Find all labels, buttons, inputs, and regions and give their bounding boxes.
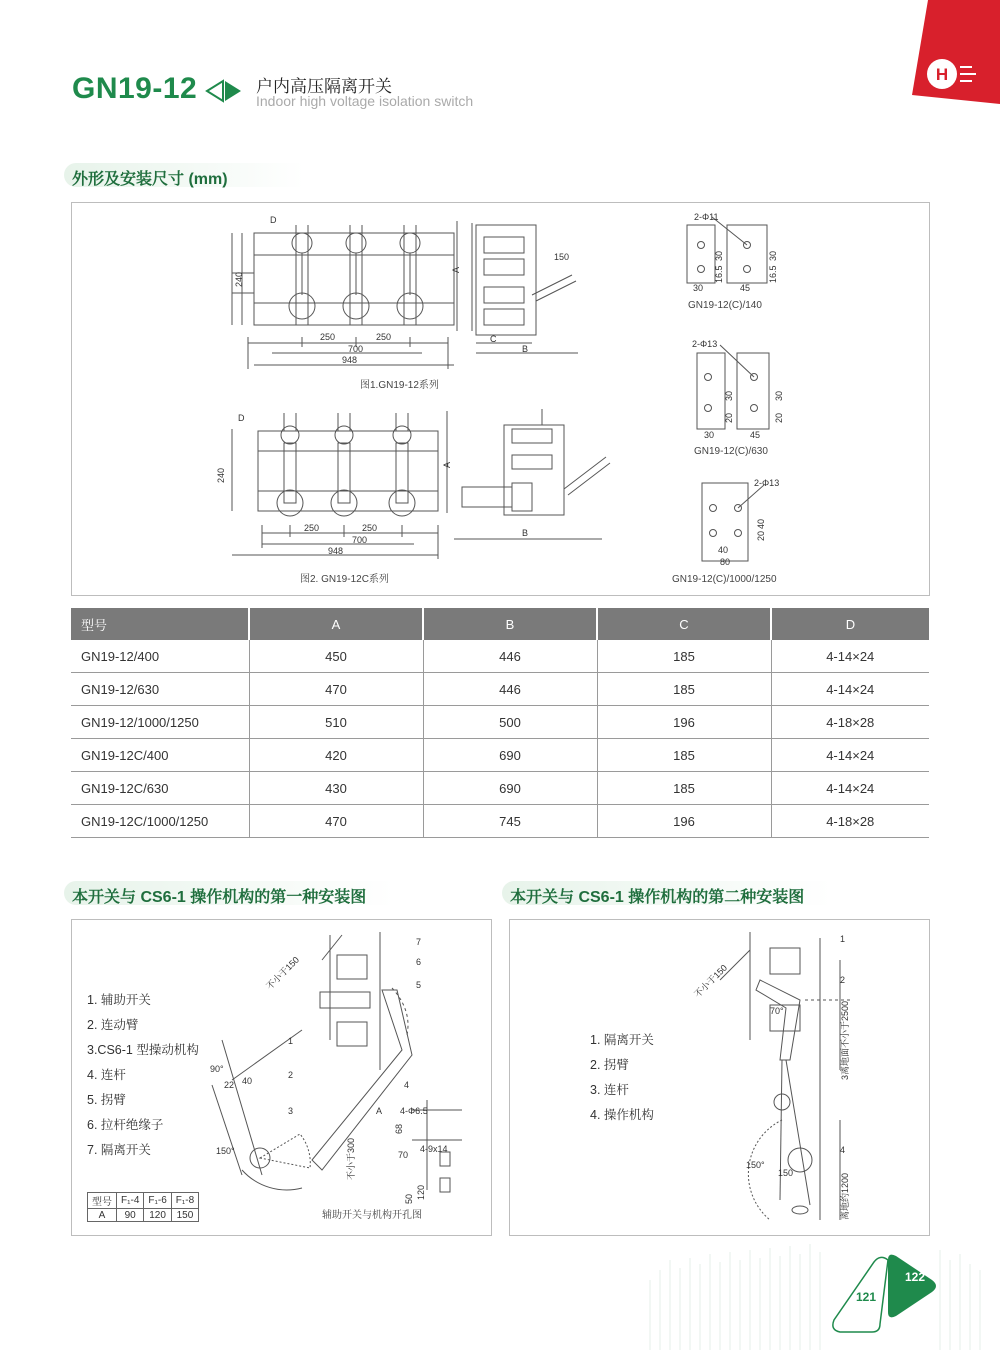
detail2-caption: GN19-12(C)/630 xyxy=(694,446,768,457)
title-cn: 户内高压隔离开关 xyxy=(256,77,392,96)
detail1-caption: GN19-12(C)/140 xyxy=(688,300,762,311)
dim-label: 20 xyxy=(724,412,734,423)
svg-text:不小于150: 不小于150 xyxy=(264,954,302,992)
dimension-drawing-frame xyxy=(71,202,930,596)
section-title-install1: 本开关与 CS6-1 操作机构的第一种安装图 xyxy=(72,889,367,906)
col-header: D xyxy=(771,608,929,640)
cell: 430 xyxy=(249,772,423,805)
page-number-right: 122 xyxy=(905,1270,926,1284)
dim-label: A xyxy=(442,461,452,468)
cell: 470 xyxy=(249,805,423,838)
dim-label: 150 xyxy=(554,252,570,262)
svg-text:1: 1 xyxy=(840,934,846,944)
cell: 185 xyxy=(597,640,771,673)
legend-item: 6. 拉杆绝缘子 xyxy=(87,1118,164,1132)
svg-text:2: 2 xyxy=(288,1070,294,1080)
cell: GN19-12/400 xyxy=(71,640,249,673)
hole-caption: 辅助开关与机构开孔图 xyxy=(322,1210,422,1221)
svg-text:7: 7 xyxy=(416,937,422,947)
dim-label: D xyxy=(270,215,277,225)
cell: F₁-4 xyxy=(117,1193,144,1209)
cell: 470 xyxy=(249,673,423,706)
install1-mini-table xyxy=(87,1192,199,1222)
dim-label: 30 xyxy=(714,250,724,261)
cell: 450 xyxy=(249,640,423,673)
svg-text:40: 40 xyxy=(242,1076,253,1086)
cell: 446 xyxy=(423,673,597,706)
legend-item: 7. 隔离开关 xyxy=(87,1143,151,1157)
table-row xyxy=(71,706,929,739)
svg-text:4-Φ6.5: 4-Φ6.5 xyxy=(400,1106,428,1116)
dim-label: 2-Φ13 xyxy=(692,339,718,349)
dim-label: 30 xyxy=(774,390,784,401)
svg-text:3离地面不小于2500: 3离地面不小于2500 xyxy=(840,1000,850,1080)
cell: 196 xyxy=(597,805,771,838)
cell: F₁-8 xyxy=(171,1193,198,1209)
dim-label: 30 xyxy=(768,250,778,261)
dimension-drawings xyxy=(72,203,929,595)
legend-item: 3. 连杆 xyxy=(590,1083,629,1097)
dim-label: 700 xyxy=(348,344,364,354)
svg-text:2: 2 xyxy=(840,975,846,985)
svg-text:不小于300: 不小于300 xyxy=(346,1137,356,1180)
legend-item: 1. 隔离开关 xyxy=(590,1033,654,1047)
dim-label: 45 xyxy=(750,430,761,440)
dim-label: 250 xyxy=(304,523,320,533)
table-row xyxy=(71,640,929,673)
cell: 120 xyxy=(144,1209,171,1222)
svg-text:150: 150 xyxy=(778,1168,794,1178)
dim-label: 948 xyxy=(328,546,344,556)
fig1-caption: 图1.GN19-12系列 xyxy=(360,380,439,391)
dim-label: 2-Φ11 xyxy=(694,212,719,222)
cell: 4-14×24 xyxy=(771,640,929,673)
dim-label: 20 xyxy=(774,412,784,423)
dim-label: 700 xyxy=(352,535,368,545)
col-header: 型号 xyxy=(71,608,249,640)
svg-text:70: 70 xyxy=(398,1150,409,1160)
table-header-row xyxy=(71,608,929,640)
cell: GN19-12C/1000/1250 xyxy=(71,805,249,838)
svg-text:4: 4 xyxy=(840,1145,846,1155)
detail3-plate xyxy=(702,483,764,561)
model-title: GN19-12 xyxy=(72,72,198,105)
install1-legend xyxy=(87,988,199,1163)
detail3-caption: GN19-12(C)/1000/1250 xyxy=(672,574,777,585)
dim-label: B xyxy=(522,344,529,354)
svg-text:150°: 150° xyxy=(216,1146,235,1156)
dim-label: B xyxy=(522,528,529,538)
dim-label: C xyxy=(490,334,497,344)
cell: GN19-12/630 xyxy=(71,673,249,706)
section-title-install2: 本开关与 CS6-1 操作机构的第二种安装图 xyxy=(510,889,805,906)
dim-label: 80 xyxy=(720,557,731,567)
install1-frame xyxy=(71,919,492,1236)
svg-text:90°: 90° xyxy=(210,1064,224,1074)
footer-decoration xyxy=(640,1240,1000,1357)
dim-label: 240 xyxy=(234,271,244,287)
fig2-caption: 图2. GN19-12C系列 xyxy=(300,574,389,585)
col-header: B xyxy=(423,608,597,640)
detail1-plate xyxy=(687,217,767,283)
cell: 4-14×24 xyxy=(771,673,929,706)
dim-label: 16.5 xyxy=(768,265,778,283)
dim-label: 30 xyxy=(724,390,734,401)
logo-letter: H xyxy=(935,65,949,84)
dim-label: 240 xyxy=(216,467,226,483)
legend-item: 4. 操作机构 xyxy=(590,1108,654,1122)
legend-item: 5. 拐臂 xyxy=(87,1093,126,1107)
cell: GN19-12C/630 xyxy=(71,772,249,805)
svg-text:150°: 150° xyxy=(746,1160,765,1170)
legend-item: 3.CS6-1 型操动机构 xyxy=(87,1043,199,1057)
cell: 185 xyxy=(597,673,771,706)
svg-text:不小于150: 不小于150 xyxy=(692,962,730,1000)
svg-text:50: 50 xyxy=(404,1193,414,1204)
svg-text:68: 68 xyxy=(394,1123,404,1134)
dim-label: 45 xyxy=(740,283,751,293)
cell: 4-14×24 xyxy=(771,772,929,805)
col-header: A xyxy=(249,608,423,640)
spec-table xyxy=(71,608,929,838)
dim-label: D xyxy=(238,413,245,423)
cell: 185 xyxy=(597,739,771,772)
install2-labels xyxy=(690,920,929,1235)
play-arrow-icon xyxy=(205,78,245,104)
dim-label: 20 xyxy=(756,530,766,541)
cell: 185 xyxy=(597,772,771,805)
dim-label: 40 xyxy=(718,545,729,555)
svg-text:A: A xyxy=(376,1106,383,1116)
cell: 90 xyxy=(117,1209,144,1222)
dim-label: 250 xyxy=(362,523,378,533)
cell: 690 xyxy=(423,739,597,772)
dim-label: 250 xyxy=(320,332,336,342)
col-header: C xyxy=(597,608,771,640)
dim-label: 40 xyxy=(756,518,766,529)
svg-text:4-9x14: 4-9x14 xyxy=(420,1144,448,1154)
cell: 4-18×28 xyxy=(771,706,929,739)
cell: 4-18×28 xyxy=(771,805,929,838)
table-row xyxy=(71,739,929,772)
install1-labels xyxy=(202,920,491,1235)
svg-text:1: 1 xyxy=(288,1036,294,1046)
cell: 690 xyxy=(423,772,597,805)
dim-label: 2-Φ13 xyxy=(754,478,780,488)
cell: 446 xyxy=(423,640,597,673)
svg-text:6: 6 xyxy=(416,957,422,967)
cell: 420 xyxy=(249,739,423,772)
dim-label: A xyxy=(451,266,461,273)
dim-label: 16.5 xyxy=(714,265,724,283)
page-number-left: 121 xyxy=(856,1290,877,1304)
cell: 150 xyxy=(171,1209,198,1222)
cell: 745 xyxy=(423,805,597,838)
dim-label: 30 xyxy=(693,283,704,293)
cell: 500 xyxy=(423,706,597,739)
cell: 4-14×24 xyxy=(771,739,929,772)
svg-text:22: 22 xyxy=(224,1080,235,1090)
brand-logo xyxy=(900,0,1000,110)
legend-item: 4. 连杆 xyxy=(87,1068,126,1082)
title-en: Indoor high voltage isolation switch xyxy=(256,93,474,109)
cell: 510 xyxy=(249,706,423,739)
section-title-dims: 外形及安装尺寸 (mm) xyxy=(72,171,228,188)
cell: GN19-12/1000/1250 xyxy=(71,706,249,739)
svg-text:4: 4 xyxy=(404,1080,410,1090)
dim-label: 30 xyxy=(704,430,715,440)
svg-text:离地约1200: 离地约1200 xyxy=(840,1172,850,1220)
svg-text:120: 120 xyxy=(416,1184,426,1200)
fig2-front-view xyxy=(232,411,447,559)
svg-text:5: 5 xyxy=(416,980,422,990)
legend-item: 2. 连动臂 xyxy=(87,1018,139,1032)
fig2-side-view xyxy=(454,409,610,539)
cell: F₁-6 xyxy=(144,1193,171,1209)
svg-text:70°: 70° xyxy=(770,1006,784,1016)
svg-text:3: 3 xyxy=(288,1106,294,1116)
cell: 型号 xyxy=(88,1193,117,1209)
install2-frame xyxy=(509,919,930,1236)
install2-legend xyxy=(590,1028,654,1128)
table-row xyxy=(71,805,929,838)
cell: GN19-12C/400 xyxy=(71,739,249,772)
cell: A xyxy=(88,1209,117,1222)
table-row xyxy=(71,772,929,805)
table-row xyxy=(71,673,929,706)
dim-label: 948 xyxy=(342,355,358,365)
cell: 196 xyxy=(597,706,771,739)
legend-item: 2. 拐臂 xyxy=(590,1058,629,1072)
dim-label: 250 xyxy=(376,332,392,342)
legend-item: 1. 辅助开关 xyxy=(87,993,151,1007)
